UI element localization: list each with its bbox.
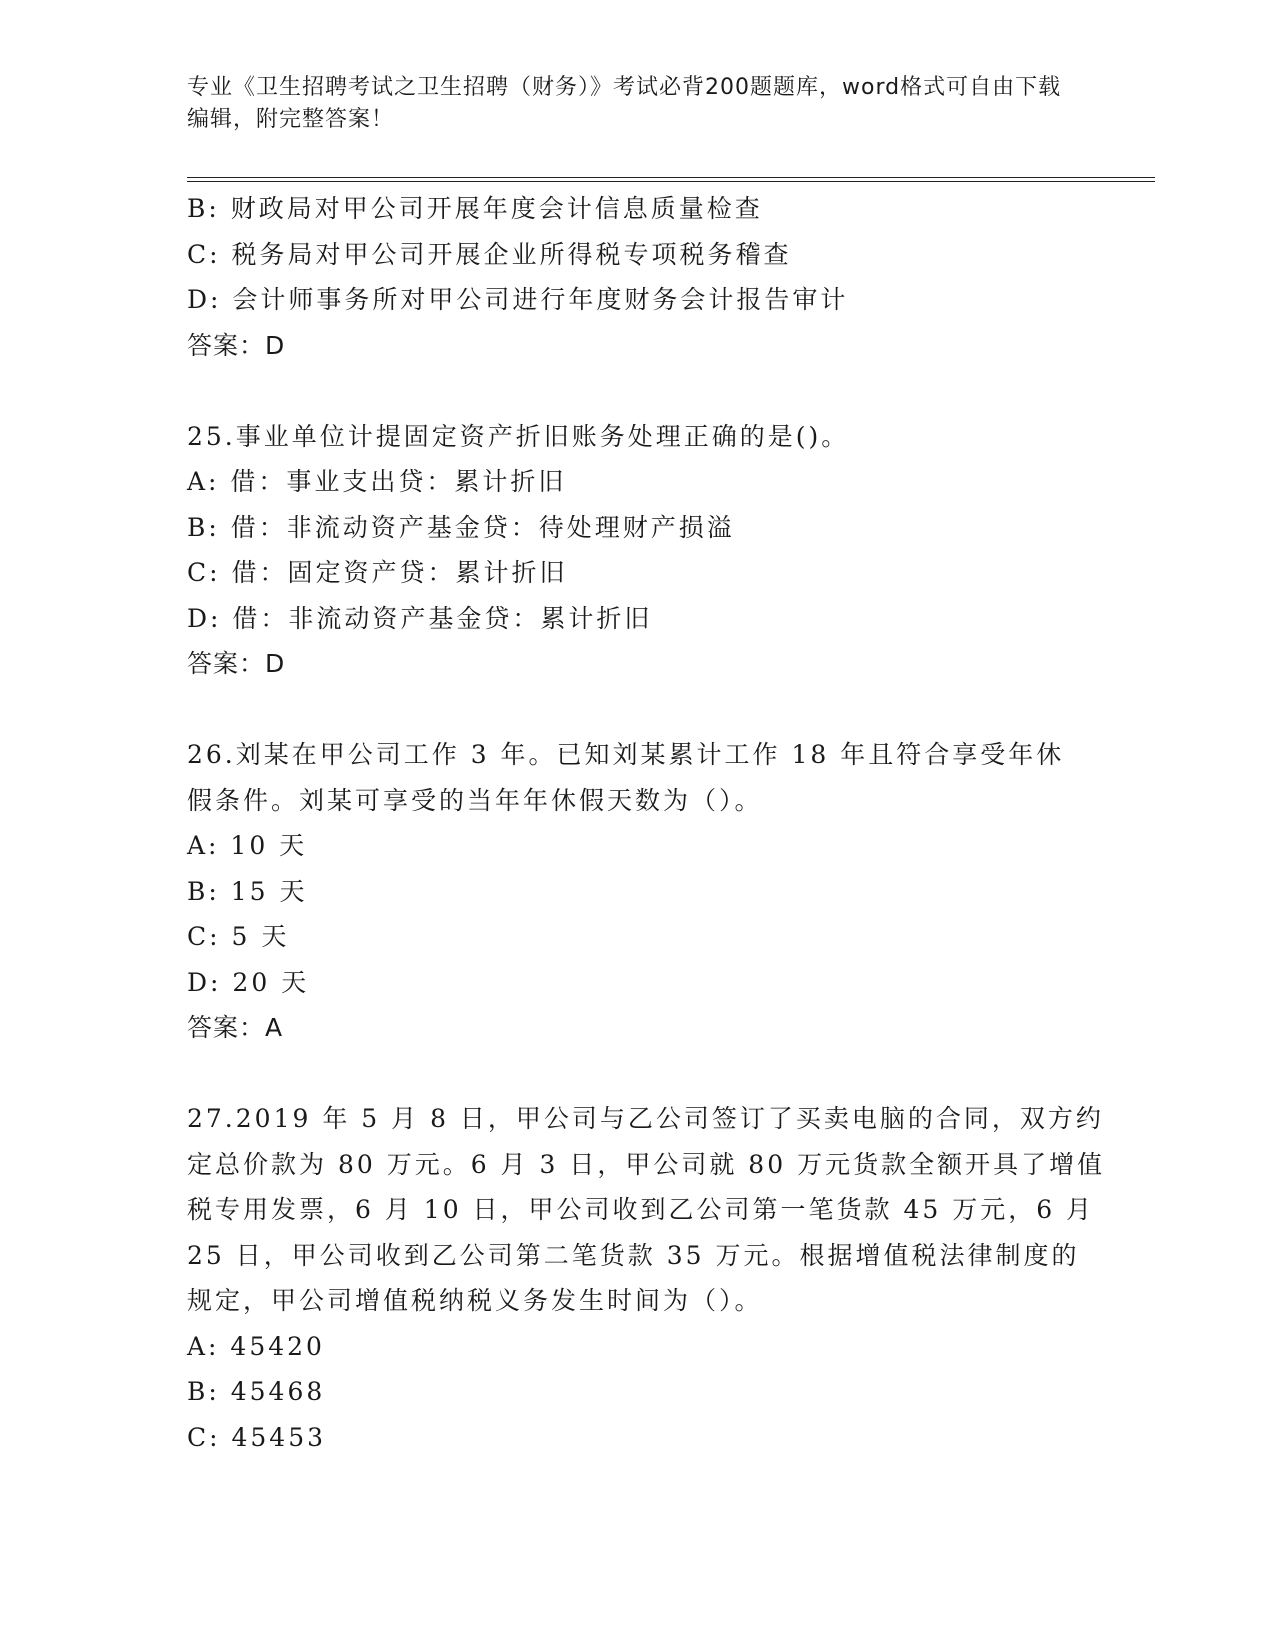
question-26 <box>187 732 1087 1051</box>
question-stem-line-2: 定总价款为 80 万元。6 月 3 日，甲公司就 80 万元货款全额开具了增值 <box>187 1149 1106 1179</box>
option-a: A: 10 天 <box>187 831 308 860</box>
option-c: C: 5 天 <box>187 922 290 951</box>
option-d: D: 20 天 <box>187 967 310 997</box>
option-a: A: 45420 <box>187 1331 325 1361</box>
question-25 <box>187 414 1087 687</box>
question-24-tail <box>187 186 1087 368</box>
option-d: D: 借：非流动资产基金贷：累计折旧 <box>187 603 653 633</box>
option-d: D: 会计师事务所对甲公司进行年度财务会计报告审计 <box>187 285 849 314</box>
option-b: B: 财政局对甲公司开展年度会计信息质量检查 <box>187 194 763 223</box>
question-stem-line-5: 规定，甲公司增值税纳税义务发生时间为（）。 <box>187 1286 763 1315</box>
option-c: C: 45453 <box>187 1422 327 1452</box>
option-b: B: 15 天 <box>187 876 308 906</box>
question-stem-line-1: 27.2019 年 5 月 8 日，甲公司与乙公司签订了买卖电脑的合同，双方约 <box>187 1104 1104 1133</box>
answer: 答案：D <box>187 649 286 678</box>
option-c: C: 税务局对甲公司开展企业所得税专项税务稽查 <box>187 239 792 269</box>
question-27 <box>187 1096 1106 1460</box>
option-b: B: 借：非流动资产基金贷：待处理财产损溢 <box>187 512 735 542</box>
page-header: 专业《卫生招聘考试之卫生招聘（财务）》考试必背200题题库，word格式可自由下载编辑，附完整答案！ <box>187 75 1062 132</box>
question-stem: 25.事业单位计提固定资产折旧账务处理正确的是()。 <box>187 421 850 451</box>
answer: 答案：A <box>187 1013 284 1042</box>
document-body <box>187 186 1106 1460</box>
question-stem-line-1: 26.刘某在甲公司工作 3 年。已知刘某累计工作 18 年且符合享受年休 <box>187 740 1065 769</box>
option-c: C: 借：固定资产贷：累计折旧 <box>187 558 568 587</box>
answer: 答案：D <box>187 330 286 360</box>
header-divider <box>187 177 1155 182</box>
question-stem-line-2: 假条件。刘某可享受的当年年休假天数为（）。 <box>187 785 763 815</box>
question-stem-line-4: 25 日，甲公司收到乙公司第二笔货款 35 万元。根据增值税法律制度的 <box>187 1240 1080 1270</box>
option-b: B: 45468 <box>187 1377 326 1406</box>
option-a: A: 借：事业支出贷：累计折旧 <box>187 467 567 496</box>
question-stem-line-3: 税专用发票，6 月 10 日，甲公司收到乙公司第一笔货款 45 万元，6 月 <box>187 1195 1095 1224</box>
